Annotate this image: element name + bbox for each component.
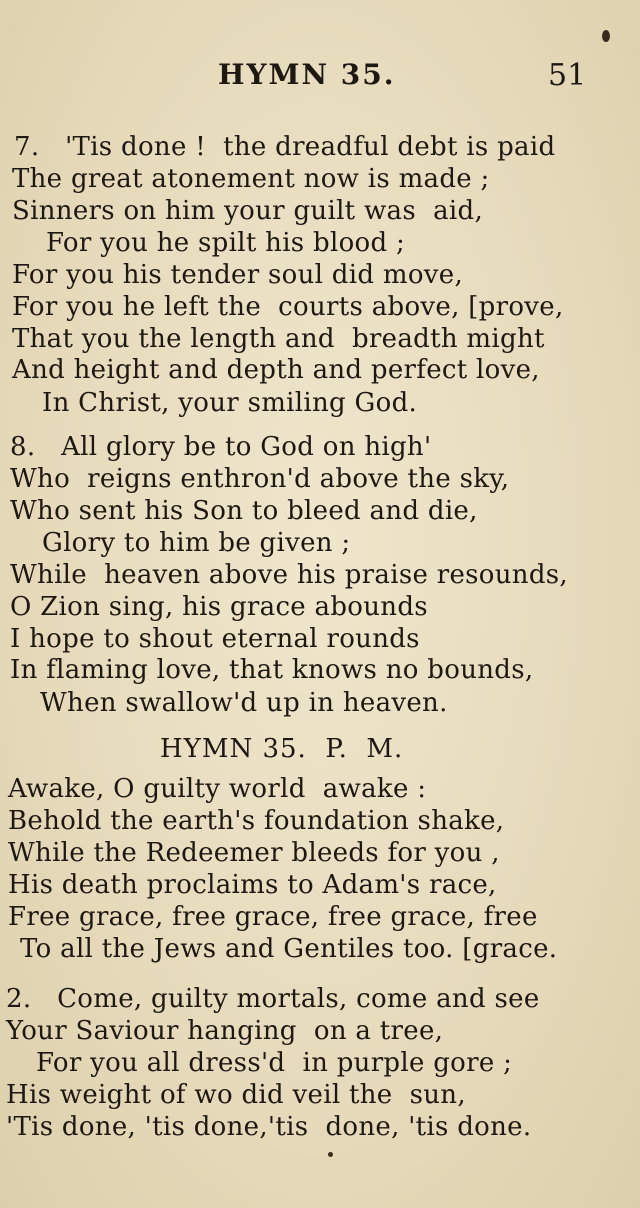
ink-dot (328, 1152, 333, 1157)
verse-line: His death proclaims to Adam's race, (8, 870, 497, 900)
running-head (0, 58, 640, 98)
verse-line: Who sent his Son to bleed and die, (10, 496, 478, 526)
verse-line: That you the length and breadth might (12, 324, 545, 354)
verse-line: In flaming love, that knows no bounds, (10, 655, 534, 685)
verse-line: His weight of wo did veil the sun, (6, 1080, 466, 1110)
verse-line: 2. Come, guilty mortals, come and see (6, 984, 540, 1014)
verse-line: While heaven above his praise resounds, (10, 560, 568, 590)
verse-line: 'Tis done, 'tis done,'tis done, 'tis done. (6, 1112, 532, 1142)
verse-line: Glory to him be given ; (42, 528, 351, 558)
verse-line: To all the Jews and Gentiles too. [grace. (20, 934, 558, 964)
verse-line: In Christ, your smiling God. (42, 388, 418, 418)
verse-line: For you his tender soul did move, (12, 260, 464, 290)
verse-line: And height and depth and perfect love, (12, 355, 540, 385)
verse-line: Awake, O guilty world awake : (8, 774, 427, 804)
verse-line: 8. All glory be to God on high' (10, 432, 432, 462)
ink-blot (602, 30, 610, 42)
verse-line: Free grace, free grace, free grace, free (8, 902, 538, 932)
verse-line: Sinners on him your guilt was aid, (12, 196, 484, 226)
verse-line: For you he spilt his blood ; (46, 228, 406, 258)
verse-line: 7. 'Tis done ! the dreadful debt is paid (14, 132, 556, 162)
hymn-title: HYMN 35. P. M. (160, 734, 404, 764)
verse-line: Your Saviour hanging on a tree, (6, 1016, 444, 1046)
verse-line: While the Redeemer bleeds for you , (8, 838, 500, 868)
verse-line: Who reigns enthron'd above the sky, (10, 464, 510, 494)
verse-line: For you all dress'd in purple gore ; (36, 1048, 513, 1078)
verse-line: The great atonement now is made ; (12, 164, 490, 194)
verse-line: O Zion sing, his grace abounds (10, 592, 428, 622)
verse-line: When swallow'd up in heaven. (40, 688, 448, 718)
verse-line: I hope to shout eternal rounds (10, 624, 420, 654)
verse-line: For you he left the courts above, [prove, (12, 292, 564, 322)
page-number: 51 (548, 58, 587, 93)
running-title: HYMN 35. (218, 58, 396, 91)
verse-line: Behold the earth's foundation shake, (8, 806, 505, 836)
